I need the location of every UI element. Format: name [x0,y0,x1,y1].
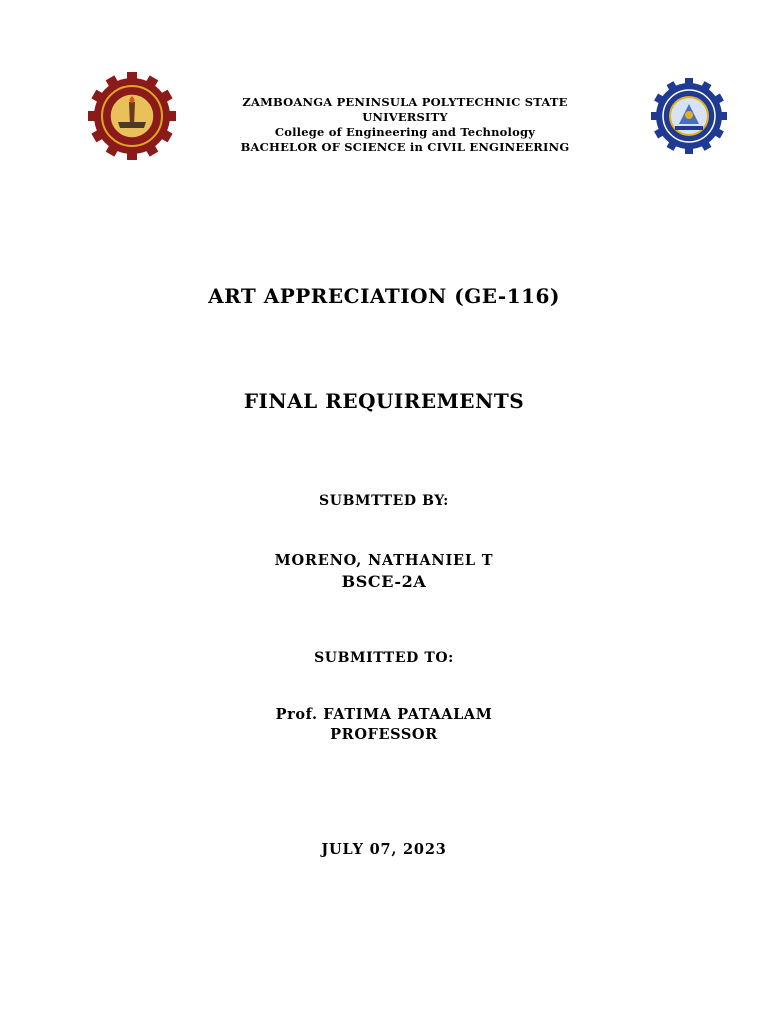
student-section: BSCE-2A [341,572,427,591]
college-name: College of Engineering and Technology [274,125,536,139]
professor-name: Prof. FATIMA PATAALAM [275,706,493,723]
document-subtitle: FINAL REQUIREMENTS [243,389,525,413]
student-name: MORENO, NATHANIEL T [274,552,494,569]
institution-name-line1: ZAMBOANGA PENINSULA POLYTECHNIC STATE [242,95,568,109]
submission-date: JULY 07, 2023 [321,841,447,858]
engineering-college-seal-icon [640,78,738,154]
professor-role: PROFESSOR [330,726,438,743]
submitted-by-label: SUBMTTED BY: [319,493,449,509]
program-name: BACHELOR OF SCIENCE in CIVIL ENGINEERING [240,140,570,154]
course-title: ART APPRECIATION (GE-116) [208,284,560,308]
submitted-to-label: SUBMITTED TO: [314,650,454,666]
institution-name-line2: UNIVERSITY [362,110,448,124]
institution-header [190,95,620,155]
university-seal-icon [88,72,176,160]
